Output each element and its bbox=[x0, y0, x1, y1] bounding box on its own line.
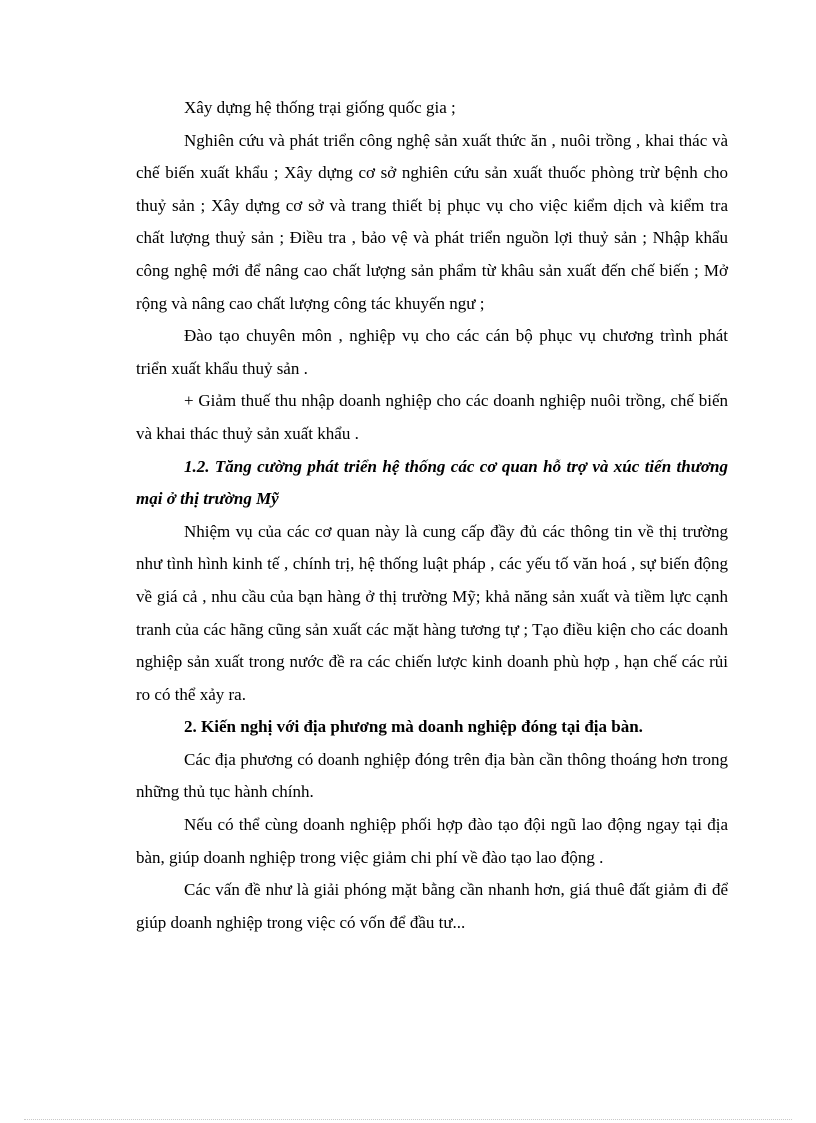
page-bottom-divider bbox=[24, 1119, 792, 1120]
paragraph-land-clearance: Các vấn đề như là giải phóng mặt bằng cần nhanh hơn, giá thuê đất giảm đi để giúp doanh nghiệp trong việc có vốn để đầu tư... bbox=[136, 880, 728, 932]
paragraph-research-development: Nghiên cứu và phát triển công nghệ sản xuất thức ăn , nuôi trồng , khai thác và chế biến xuất khẩu ; Xây dựng cơ sở nghiên cứu sản xuất thuốc phòng trừ bệnh cho thuỷ sản ; Xây dựng cơ sở và trang thiết bị phục vụ cho việc kiểm dịch và kiểm tra chất lượng thuỷ sản ; Điều tra , bảo vệ và phát triển nguồn lợi thuỷ sản ; Nhập khẩu công nghệ mới để nâng cao chất lượng sản phẩm từ khâu sản xuất đến chế biến ; Mở rộng và nâng cao chất lượng công tác khuyến ngư ; bbox=[136, 130, 728, 313]
paragraph-local-admin: Các địa phương có doanh nghiệp đóng trên địa bàn cần thông thoáng hơn trong những thủ tục hành chính. bbox=[136, 749, 728, 802]
section-heading-2: 2. Kiến nghị với địa phương mà doanh nghiệp đóng tại địa bàn. bbox=[184, 717, 643, 737]
paragraph-agency-tasks: Nhiệm vụ của các cơ quan này là cung cấp đầy đủ các thông tin về thị trường như tình hình kinh tế , chính trị, hệ thống luật pháp , các yếu tố văn hoá , sự biến động về giá cả , nhu cầu của bạn hàng ở thị trường Mỹ; khả năng sản xuất và tiềm lực cạnh tranh của các hãng cũng sản xuất các mặt hàng tương tự ; Tạo điều kiện cho các doanh nghiệp sản xuất trong nước đề ra các chiến lược kinh doanh phù hợp , hạn chế các rủi ro có thể xảy ra. bbox=[136, 521, 728, 704]
paragraph-tax-reduction: + Giảm thuế thu nhập doanh nghiệp cho các doanh nghiệp nuôi trồng, chế biến và khai thác thuỷ sản xuất khẩu . bbox=[136, 391, 728, 443]
paragraph-hatchery: Xây dựng hệ thống trại giống quốc gia ; bbox=[184, 98, 456, 117]
document-page bbox=[136, 92, 728, 939]
section-heading-1-2: 1.2. Tăng cường phát triển hệ thống các cơ quan hỗ trợ và xúc tiến thương mại ở thị trường Mỹ bbox=[136, 456, 728, 509]
paragraph-training: Đào tạo chuyên môn , nghiệp vụ cho các cán bộ phục vụ chương trình phát triển xuất khẩu thuỷ sản . bbox=[136, 326, 728, 378]
paragraph-local-training: Nếu có thể cùng doanh nghiệp phối hợp đào tạo đội ngũ lao động ngay tại địa bàn, giúp doanh nghiệp trong việc giảm chi phí về đào tạo lao động . bbox=[136, 815, 728, 867]
